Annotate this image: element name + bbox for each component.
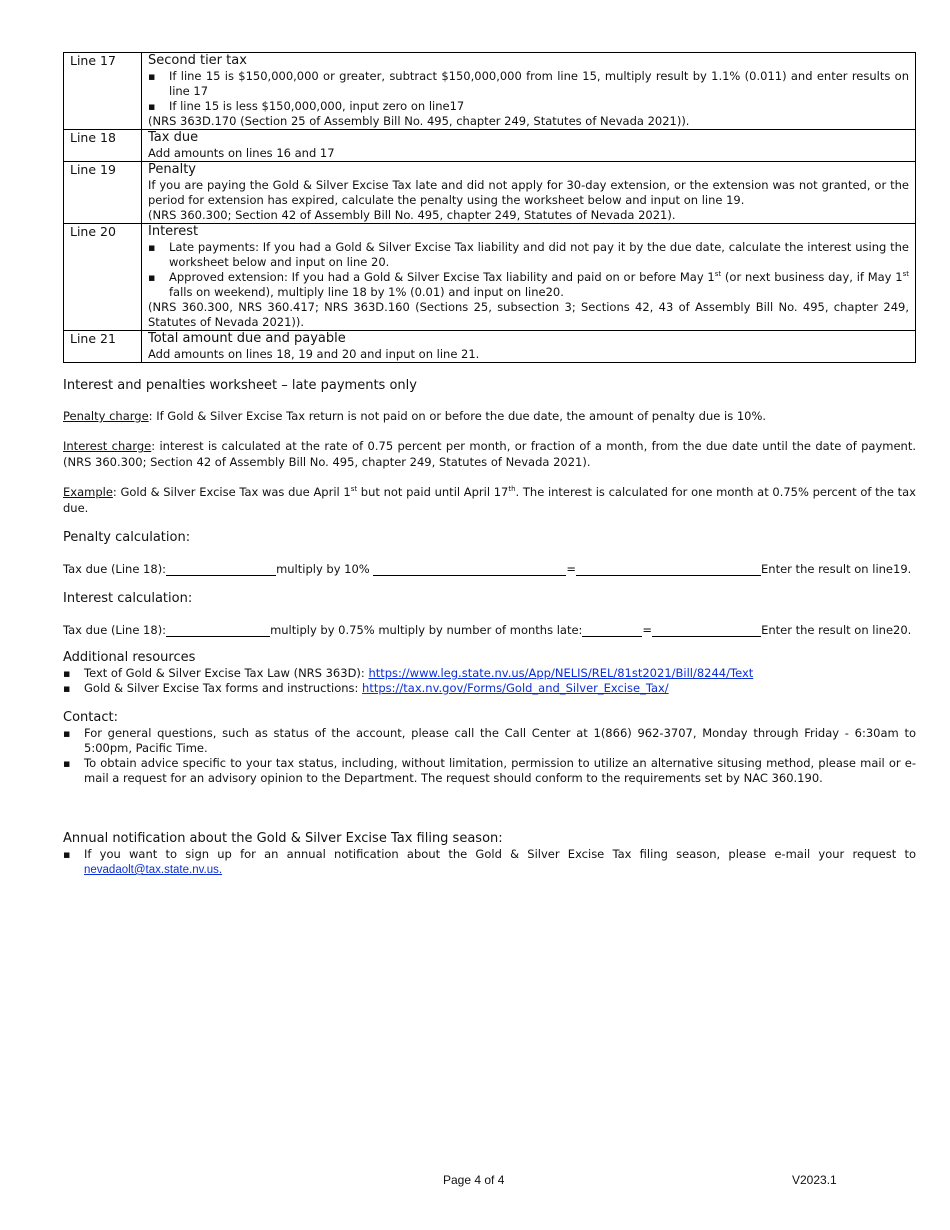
- line-number: Line 20: [64, 224, 142, 331]
- resources-list: [63, 666, 916, 696]
- page-number: Page 4 of 4: [443, 1173, 505, 1187]
- bullet-list: [148, 69, 909, 114]
- forms-link[interactable]: https://tax.nv.gov/Forms/Gold_and_Silver_Excise_Tax/: [362, 681, 669, 695]
- row-text: If you are paying the Gold & Silver Excise Tax late and did not apply for 30-day extension, or the extension was not granted, or the period for extension has expired, calculate the penalty using the worksheet below and input on line 19.: [148, 178, 909, 207]
- line-number: Line 17: [64, 53, 142, 130]
- interest-calculation-line: Tax due (Line 18): multiply by 0.75% multiply by number of months late: = Enter the result on line20.: [63, 623, 912, 637]
- table-row-line-21: [64, 331, 916, 363]
- row-title: Interest: [148, 224, 199, 239]
- table-row-line-17: [64, 53, 916, 130]
- penalty-charge-paragraph: Penalty charge: If Gold & Silver Excise Tax return is not paid on or before the due date, the amount of penalty due is 10%.: [63, 409, 767, 423]
- example-paragraph: Example: Gold & Silver Excise Tax was due April 1st but not paid until April 17th. The interest is calculated for one month at 0.75% percent of the tax due.: [63, 485, 916, 515]
- line-description: [142, 162, 916, 224]
- row-title: Penalty: [148, 162, 196, 177]
- table-row-line-18: [64, 130, 916, 162]
- resources-heading: Additional resources: [63, 650, 196, 665]
- email-link[interactable]: nevadaolt@tax.state.nv.us.: [84, 864, 223, 876]
- list-item: ▪ Approved extension: If you had a Gold & Silver Excise Tax liability and paid on or before May 1st (or next business day, if May 1st falls on weekend), multiply line 18 by 1% (0.01) and input on line20.: [169, 270, 909, 300]
- list-item: ▪ Late payments: If you had a Gold & Silver Excise Tax liability and did not pay it by the due date, calculate the interest using the worksheet below and input on line 20.: [169, 240, 909, 270]
- row-title: Second tier tax: [148, 53, 247, 68]
- annual-notification-list: [63, 847, 916, 878]
- row-title: Total amount due and payable: [148, 331, 346, 346]
- list-item: ▪ For general questions, such as status of the account, please call the Call Center at 1(866) 962-3707, Monday through Friday - 6:30am to 5:00pm, Pacific Time.: [84, 726, 916, 756]
- line-number: Line 21: [64, 331, 142, 363]
- table-row-line-19: [64, 162, 916, 224]
- statute-note: (NRS 360.300, NRS 360.417; NRS 363D.160 (Sections 25, subsection 3; Sections 42, 43 of Assembly Bill No. 495, chapter 249, Statutes of Nevada 2021)).: [148, 300, 909, 329]
- worksheet-heading: Interest and penalties worksheet – late payments only: [63, 378, 417, 393]
- tax-due-blank[interactable]: [166, 624, 270, 637]
- nrs-363d-link[interactable]: https://www.leg.state.nv.us/App/NELIS/REL/81st2021/Bill/8244/Text: [368, 666, 754, 680]
- penalty-calculation-line: Tax due (Line 18): multiply by 10% = Enter the result on line19.: [63, 562, 912, 576]
- tax-due-blank[interactable]: [166, 563, 276, 576]
- list-item: ▪ Text of Gold & Silver Excise Tax Law (NRS 363D): https://www.leg.state.nv.us/App/NELIS/REL/81st2021/Bill/8244/Text: [84, 666, 916, 681]
- list-item: ▪ If you want to sign up for an annual notification about the Gold & Silver Excise Tax filing season, please e-mail your request to nevadaolt@tax.state.nv.us.: [84, 847, 916, 878]
- line-description: [142, 331, 916, 363]
- list-item: ▪ If line 15 is less $150,000,000, input zero on line17: [169, 99, 909, 114]
- contact-heading: Contact:: [63, 710, 118, 725]
- line-number: Line 19: [64, 162, 142, 224]
- penalty-calculation-heading: Penalty calculation:: [63, 530, 191, 545]
- statute-note: (NRS 360.300; Section 42 of Assembly Bill No. 495, chapter 249, Statutes of Nevada 2021).: [148, 208, 676, 222]
- list-item: ▪ If line 15 is $150,000,000 or greater, subtract $150,000,000 from line 15, multiply result by 1.1% (0.011) and enter results on line 17: [169, 69, 909, 99]
- line-description: [142, 53, 916, 130]
- multiply-blank[interactable]: [373, 563, 566, 576]
- table-row-line-20: [64, 224, 916, 331]
- document-page: [63, 52, 916, 878]
- row-text: Add amounts on lines 18, 19 and 20 and input on line 21.: [148, 347, 480, 361]
- line-description: [142, 224, 916, 331]
- row-title: Tax due: [148, 130, 199, 145]
- contact-list: [63, 726, 916, 786]
- statute-note: (NRS 363D.170 (Section 25 of Assembly Bill No. 495, chapter 249, Statutes of Nevada 2021)).: [148, 114, 690, 128]
- penalty-result-blank[interactable]: [576, 563, 761, 576]
- list-item: ▪ To obtain advice specific to your tax status, including, without limitation, permission to utilize an alternative situsing method, please mail or e-mail a request for an advisory opinion to the Department. The request should conform to the requirements set by NAC 360.190.: [84, 756, 916, 786]
- version-label: V2023.1: [792, 1173, 837, 1187]
- months-late-blank[interactable]: [582, 624, 642, 637]
- annual-notification-heading: Annual notification about the Gold & Silver Excise Tax filing season:: [63, 831, 503, 846]
- interest-charge-paragraph: Interest charge: interest is calculated at the rate of 0.75 percent per month, or fraction of a month, from the due date until the date of payment. (NRS 360.300; Section 42 of Assembly Bill No. 495, chapter 249, Statutes of Nevada 2021).: [63, 439, 916, 469]
- row-text: Add amounts on lines 16 and 17: [148, 146, 335, 160]
- line-instructions-table: [63, 52, 916, 363]
- list-item: ▪ Gold & Silver Excise Tax forms and instructions: https://tax.nv.gov/Forms/Gold_and_Silver_Excise_Tax/: [84, 681, 916, 696]
- line-description: [142, 130, 916, 162]
- bullet-list: [148, 240, 909, 300]
- interest-calculation-heading: Interest calculation:: [63, 591, 193, 606]
- interest-result-blank[interactable]: [652, 624, 761, 637]
- line-number: Line 18: [64, 130, 142, 162]
